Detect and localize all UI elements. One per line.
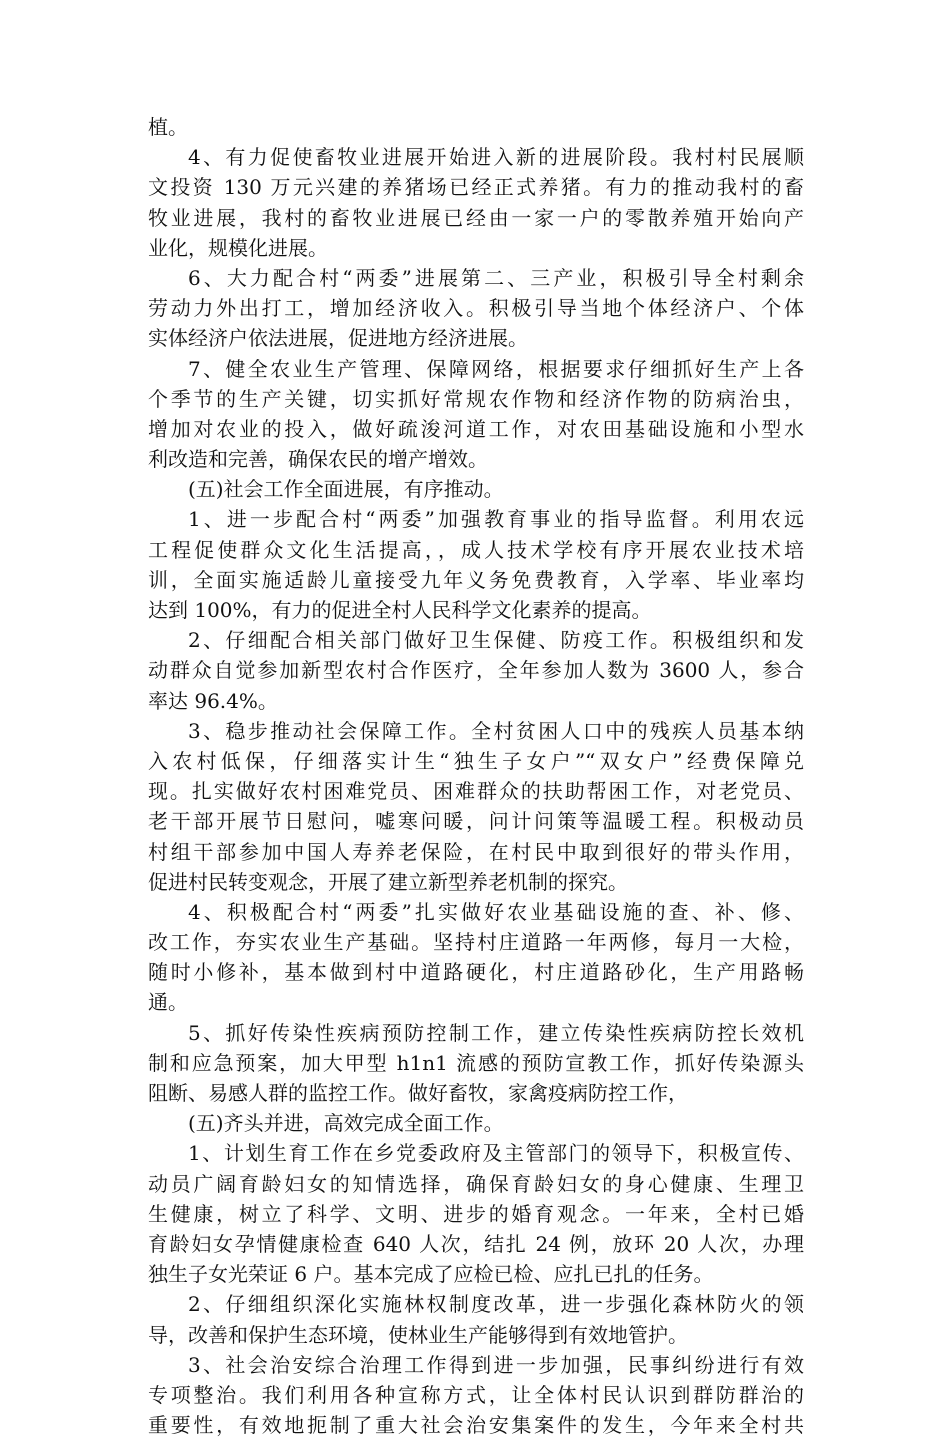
text-line: 动员广阔育龄妇女的知情选择，确保育龄妇女的身心健康、生理卫 xyxy=(148,1171,804,1196)
text-line: 3、稳步推动社会保障工作。全村贫困人口中的残疾人员基本纳 xyxy=(188,718,804,743)
text-line: 3、社会治安综合治理工作得到进一步加强，民事纠纷进行有效 xyxy=(188,1352,804,1377)
text-line: 生健康，树立了科学、文明、进步的婚育观念。一年来，全村已婚 xyxy=(148,1201,804,1226)
text-line: 重要性，有效地扼制了重大社会治安集案件的发生，今年来全村共 xyxy=(148,1413,804,1438)
document-body xyxy=(148,112,804,1440)
text-line: 训，全面实施适龄儿童接受九年义务免费教育，入学率、毕业率均 xyxy=(148,567,804,592)
text-line: 植。 xyxy=(148,115,188,139)
text-line: 劳动力外出打工，增加经济收入。积极引导当地个体经济户、个体 xyxy=(148,296,804,321)
text-line: 入农村低保，仔细落实计生“独生子女户”“双女户”经费保障兑 xyxy=(148,748,804,773)
text-line: 7、健全农业生产管理、保障网络，根据要求仔细抓好生产上各 xyxy=(188,356,804,381)
text-line: 4、有力促使畜牧业进展开始进入新的进展阶段。我村村民展顺 xyxy=(188,145,804,170)
text-line: 率达 96.4%。 xyxy=(148,688,278,713)
text-line: 实体经济户依法进展，促进地方经济进展。 xyxy=(148,326,528,351)
text-line: 动群众自觉参加新型农村合作医疗，全年参加人数为 3600 人，参合 xyxy=(148,658,804,683)
text-line: 育龄妇女孕情健康检查 640 人次，结扎 24 例，放环 20 人次，办理 xyxy=(148,1231,804,1256)
text-line: 2、仔细组织深化实施林权制度改革，进一步强化森林防火的领 xyxy=(188,1292,804,1317)
text-line: 6、大力配合村“两委”进展第二、三产业，积极引导全村剩余 xyxy=(188,265,804,290)
text-line: 文投资 130 万元兴建的养猪场已经正式养猪。有力的推动我村的畜 xyxy=(148,175,804,200)
text-line: 个季节的生产关键，切实抓好常规农作物和经济作物的防病治虫， xyxy=(148,386,804,411)
text-line: 导，改善和保护生态环境，使林业生产能够得到有效地管护。 xyxy=(148,1322,688,1347)
text-line: 达到 100%，有力的促进全村人民科学文化素养的提高。 xyxy=(148,598,652,622)
text-line: 独生子女光荣证 6 户。基本完成了应检已检、应扎已扎的任务。 xyxy=(148,1262,714,1287)
text-line: 工程促使群众文化生活提高，，成人技术学校有序开展农业技术培 xyxy=(148,537,804,562)
text-line: 促进村民转变观念，开展了建立新型养老机制的探究。 xyxy=(148,869,628,894)
text-line: 利改造和完善，确保农民的增产增效。 xyxy=(148,447,488,472)
text-line: 改工作，夯实农业生产基础。坚持村庄道路一年两修，每月一大检， xyxy=(148,930,804,955)
text-line: 增加对农业的投入，做好疏浚河道工作，对农田基础设施和小型水 xyxy=(148,416,804,441)
text-line: 老干部开展节日慰问，嘘寒问暖，问计问策等温暖工程。积极动员 xyxy=(148,809,804,834)
text-line: 随时小修补，基本做到村中道路硬化，村庄道路砂化，生产用路畅 xyxy=(148,960,804,985)
text-line: 业化，规模化进展。 xyxy=(148,235,328,260)
text-line: 1、计划生育工作在乡党委政府及主管部门的领导下，积极宣传、 xyxy=(188,1141,804,1166)
text-line: 1、进一步配合村“两委”加强教育事业的指导监督。利用农远 xyxy=(188,507,804,532)
text-line: 现。扎实做好农村困难党员、困难群众的扶助帮困工作，对老党员、 xyxy=(148,779,804,804)
text-line: 2、仔细配合相关部门做好卫生保健、防疫工作。积极组织和发 xyxy=(188,628,804,653)
text-line: 通。 xyxy=(148,990,188,1015)
text-line: 5、抓好传染性疾病预防控制工作，建立传染性疾病防控长效机 xyxy=(188,1020,804,1045)
text-line: 4、积极配合村“两委”扎实做好农业基础设施的查、补、修、 xyxy=(188,899,804,924)
text-line: 制和应急预案，加大甲型 h1n1 流感的预防宣教工作，抓好传染源头 xyxy=(148,1050,804,1075)
text-line: 牧业进展，我村的畜牧业进展已经由一家一户的零散养殖开始向产 xyxy=(148,205,804,230)
section-heading: (五)齐头并进，高效完成全面工作。 xyxy=(188,1111,504,1136)
text-line: 阻断、易感人群的监控工作。做好畜牧，家禽疫病防控工作， xyxy=(148,1081,688,1105)
text-line: 专项整治。我们利用各种宣称方式，让全体村民认识到群防群治的 xyxy=(148,1382,804,1407)
section-heading: (五)社会工作全面进展，有序推动。 xyxy=(188,477,504,502)
text-line: 村组干部参加中国人寿养老保险，在村民中取到很好的带头作用， xyxy=(148,839,804,864)
